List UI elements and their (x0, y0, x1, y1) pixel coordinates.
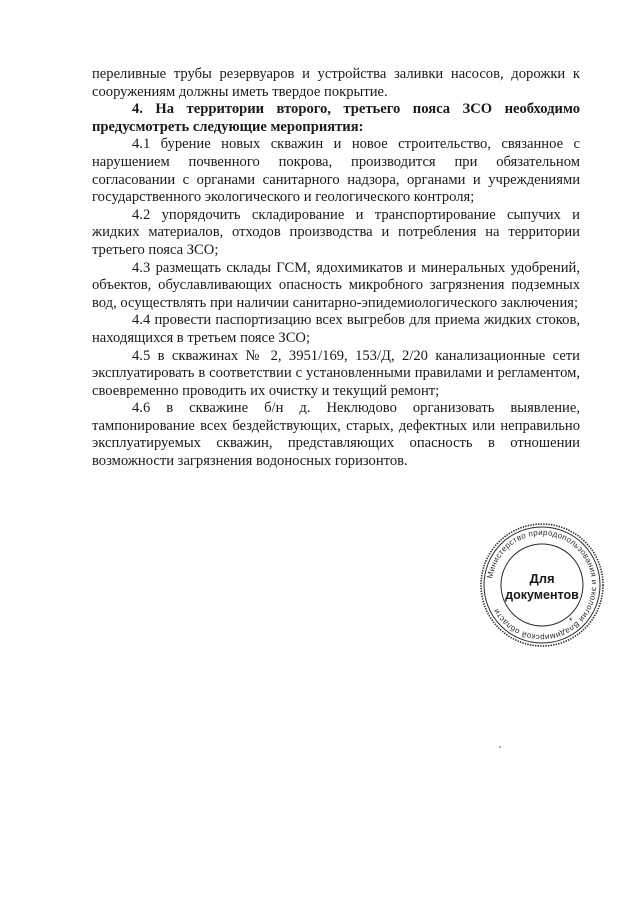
list-item-4-2: 4.2 упорядочить складирование и транспортирование сыпучих и жидких материалов, отходов производства и потребления на территории третьего пояса ЗСО; (92, 206, 580, 258)
continuation-paragraph: переливные трубы резервуаров и устройства заливки насосов, дорожки к сооружениям должны иметь твердое покрытие. (92, 66, 580, 100)
list-item-4-3: 4.3 размещать склады ГСМ, ядохимикатов и минеральных удобрений, объектов, обуславливающих опасность микробного загрязнения подземных вод, осуществлять при наличии санитарно-эпидемиологического заключения; (92, 259, 580, 311)
list-item-4-5: 4.5 в скважинах № 2, 3951/169, 153/Д, 2/20 канализационные сети эксплуатировать в соответствии с установленными правилами и регламентом, своевременно проводить их очистку и текущий ремонт; (92, 347, 580, 399)
list-item-4-1: 4.1 бурение новых скважин и новое строительство, связанное с нарушением почвенного покрова, производится при обязательном согласовании с органами санитарного надзора, органами и учреждениями государственного экологического и геологического контроля; (92, 136, 580, 206)
list-item-4-6: 4.6 в скважине б/н д. Неклюдово организовать выявление, тампонирование всех бездействующих, старых, дефектных или неправильно эксплуатируемых скважин, представляющих опасность в отношении возможности загрязнения водоносных горизонтов. (92, 400, 580, 470)
section-heading: 4. На территории второго, третьего пояса ЗСО необходимо предусмотреть следующие мероприятия: (92, 101, 580, 135)
stamp-star-icon: * (569, 616, 573, 626)
scan-speck (499, 746, 501, 748)
document-body (92, 66, 580, 471)
stamp-center-line2: документов (505, 588, 579, 602)
stamp-center-line1: Для (529, 571, 555, 586)
stamp-seal-icon (477, 520, 607, 650)
list-item-4-4: 4.4 провести паспортизацию всех выгребов для приема жидких стоков, находящихся в третьем поясе ЗСО; (92, 312, 580, 346)
stamp-ring-textpath: Министерство природопользования и экологии Владимирской области (485, 527, 600, 643)
official-stamp (477, 520, 607, 650)
